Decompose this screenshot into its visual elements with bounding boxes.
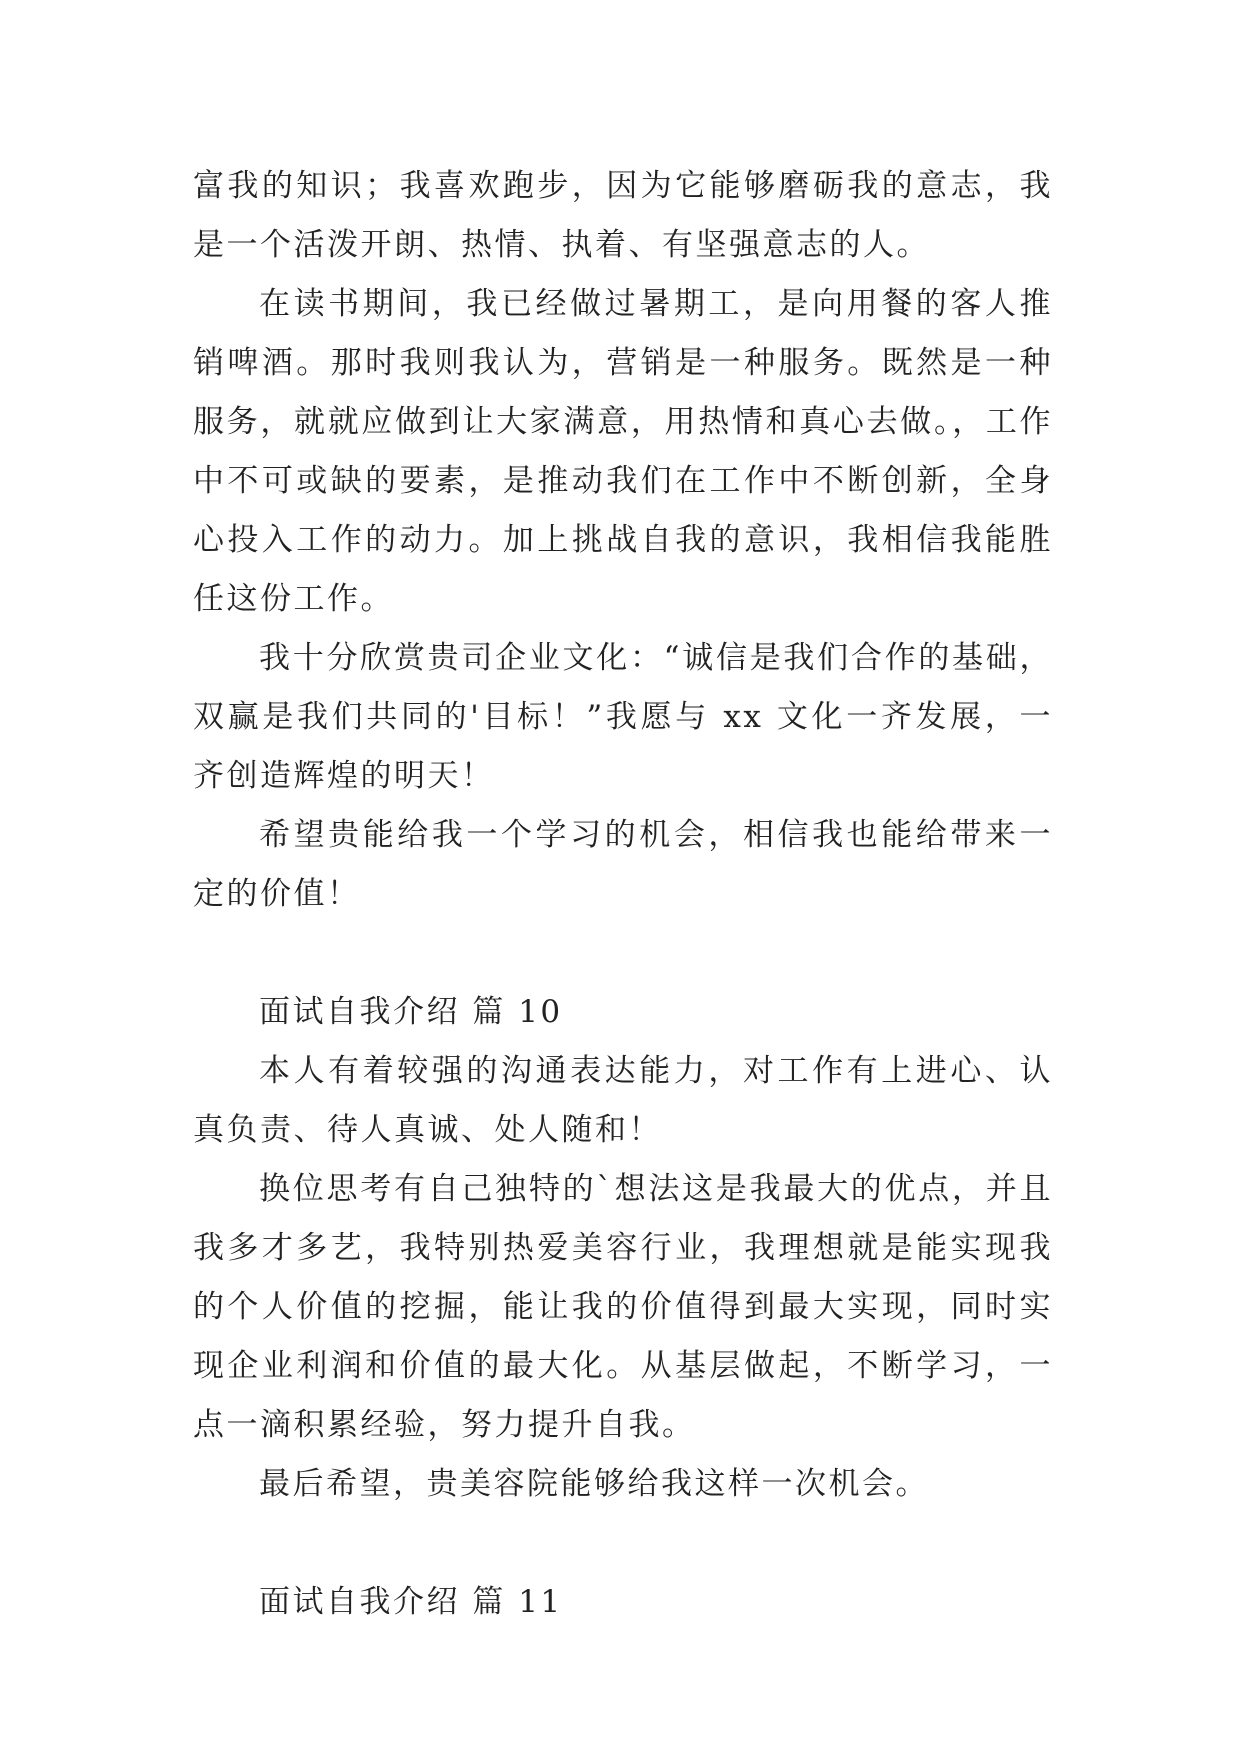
section-spacer [193,924,1053,983]
section-heading-10: 面试自我介绍 篇 10 [259,994,563,1030]
section-spacer [193,1514,1053,1573]
document-body [193,157,1053,1632]
section-heading-11: 面试自我介绍 篇 11 [259,1584,563,1620]
paragraph-final-hope: 最后希望，贵美容院能够给我这样一次机会。 [259,1466,929,1502]
paragraph-communication: 本人有着较强的沟通表达能力，对工作有上进心、认真负责、待人真诚、处人随和！ [193,1053,1053,1148]
paragraph-company-culture: 我十分欣赏贵司企业文化：“诚信是我们合作的基础，双赢是我们共同的'目标！”我愿与 xx 文化一齐发展，一齐创造辉煌的明天！ [193,640,1053,794]
paragraph-work-experience: 在读书期间，我已经做过暑期工，是向用餐的客人推销啤酒。那时我则我认为，营销是一种服务。既然是一种服务，就就应做到让大家满意，用热情和真心去做。，工作中不可或缺的要素，是推动我们在工作中不断创新，全身心投入工作的动力。加上挑战自我的意识，我相信我能胜任这份工作。 [193,286,1053,617]
paragraph-continued: 富我的知识；我喜欢跑步，因为它能够磨砺我的意志，我是一个活泼开朗、热情、执着、有坚强意志的人。 [193,168,1053,263]
paragraph-strengths: 换位思考有自己独特的`想法这是我最大的优点，并且我多才多艺，我特别热爱美容行业，我理想就是能实现我的个人价值的挖掘，能让我的价值得到最大实现，同时实现企业利润和价值的最大化。从基层做起，不断学习，一点一滴积累经验，努力提升自我。 [193,1171,1053,1443]
paragraph-closing-hope: 希望贵能给我一个学习的机会，相信我也能给带来一定的价值！ [193,817,1053,912]
